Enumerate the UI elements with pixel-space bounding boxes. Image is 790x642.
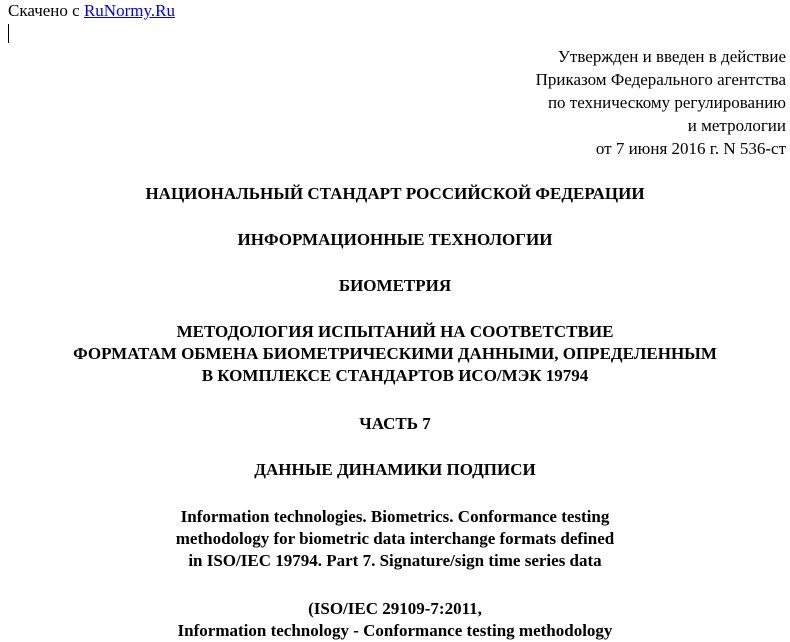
english-title-line: Information technologies. Biometrics. Conformance testing xyxy=(180,507,610,526)
approval-line: Приказом Федерального агентства xyxy=(535,70,786,89)
iso-reference-line: (ISO/IEC 29109-7:2011, xyxy=(308,599,482,618)
standard-heading: НАЦИОНАЛЬНЫЙ СТАНДАРТ РОССИЙСКОЙ ФЕДЕРАЦИИ xyxy=(145,184,645,203)
text-cursor xyxy=(8,24,9,43)
english-title xyxy=(0,506,790,572)
part-number: ЧАСТЬ 7 xyxy=(359,414,431,433)
approval-line: и метрологии xyxy=(687,116,786,135)
part-title: ДАННЫЕ ДИНАМИКИ ПОДПИСИ xyxy=(254,460,536,479)
section-title-it: ИНФОРМАЦИОННЫЕ ТЕХНОЛОГИИ xyxy=(237,230,553,249)
approval-line: по техническому регулированию xyxy=(547,93,786,112)
source-line xyxy=(8,1,175,21)
approval-line: от 7 июня 2016 г. N 536-ст xyxy=(595,139,786,158)
source-prefix: Скачено с xyxy=(8,1,80,20)
iso-reference xyxy=(0,598,790,642)
iso-reference-line: Information technology - Conformance testing methodology xyxy=(177,621,613,640)
title-line: ФОРМАТАМ ОБМЕНА БИОМЕТРИЧЕСКИМИ ДАННЫМИ, ОПРЕДЕЛЕННЫМ xyxy=(73,344,717,363)
approval-line: Утвержден и введен в действие xyxy=(557,47,786,66)
source-link[interactable]: RuNormy.Ru xyxy=(83,1,175,20)
english-title-line: methodology for biometric data interchange formats defined xyxy=(175,529,615,548)
english-title-line: in ISO/IEC 19794. Part 7. Signature/sign time series data xyxy=(188,551,602,570)
document-title xyxy=(0,321,790,387)
approval-block xyxy=(536,45,786,160)
section-title-biometrics: БИОМЕТРИЯ xyxy=(338,276,452,295)
title-line: В КОМПЛЕКСЕ СТАНДАРТОВ ИСО/МЭК 19794 xyxy=(201,366,589,385)
title-line: МЕТОДОЛОГИЯ ИСПЫТАНИЙ НА СООТВЕТСТВИЕ xyxy=(176,322,614,341)
